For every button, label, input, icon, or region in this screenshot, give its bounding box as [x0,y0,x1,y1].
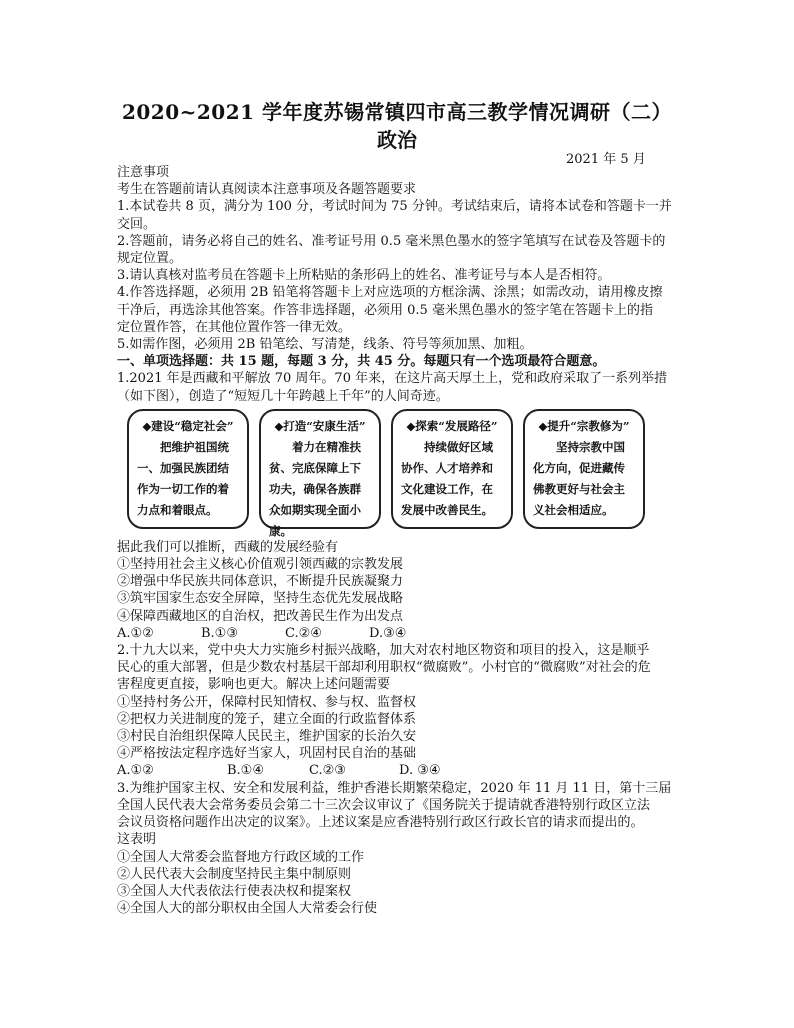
answer-option: D.③④ [369,625,407,641]
answer-options [117,762,682,779]
question-stem: 3.为维护国家主权、安全和发展利益，维护香港长期繁荣稳定，2020 年 11 月 11 日，第十三届 [117,780,672,796]
notice-line: 3.请认真核对监考员在答题卡上所粘贴的条形码上的姓名、准考证号与本人是否相符。 [117,268,611,284]
question-stem: 2.十九大以来，党中央大力实施乡村振兴战略，加大对农村地区物资和项目的投入，这是顺乎 [117,643,650,659]
subject-title: 政治 [377,128,417,152]
question-stem: 会议员资格问题作出决定的议案》。上述议案是应香港特别行政区行政长官的请求而提出的。 [117,815,644,831]
answer-option: B.①④ [227,763,264,779]
notice-line: 5.如需作图，必须用 2B 铅笔绘、写清楚，线条、符号等须加黑、加粗。 [117,337,533,353]
answer-option: B.①③ [201,625,238,641]
measure-box-heading: ◆建设“稳定社会” [142,418,234,433]
statement-item: ①坚持用社会主义核心价值观引领西藏的宗教发展 [117,557,404,573]
statement-item: ④保障西藏地区的自治权，把改善民生作为出发点 [117,608,404,624]
measure-box-text: 坚持宗教中国化方向，促进藏传佛教更好与社会主义社会相适应。 [533,439,625,517]
notice-line: 2.答题前，请务必将自己的姓名、准考证号用 0.5 毫米黑色墨水的签字笔填写在试卷及答题卡的 [117,233,666,249]
answer-option: C.②④ [285,625,322,641]
statement-item: ②把权力关进制度的笼子，建立全面的行政监督体系 [117,711,417,727]
notice-line: 1.本试卷共 8 页，满分为 100 分，考试时间为 75 分钟。考试结束后，请将本试卷和答题卡一并 [117,199,672,215]
question-stem: 1.2021 年是西藏和平解放 70 周年。70 年来，在这片高天厚土上，党和政府采取了一系列举措 [117,371,668,387]
statement-item: ③村民自治组织保障人民民主，维护国家的长治久安 [117,729,417,745]
measure-box-heading: ◆探索“发展路径” [406,418,498,433]
answer-option: A.①② [117,763,154,779]
notice-line: 定位置作答，在其他位置作答一律无效。 [117,319,352,335]
question-stem: 全国人民代表大会常务委员会第二十三次会议审议了《国务院关于提请就香港特别行政区立法 [117,797,651,813]
statement-item: ④严格按法定程序选好当家人，巩固村民自治的基础 [117,746,417,762]
question-stem: 民心的重大部署，但是少数农村基层干部却利用职权“微腐败”。小村官的“微腐败”对社会的危 [117,660,651,676]
question-stem: 害程度更直接，影响也更大。解决上述问题需要 [117,677,391,693]
measures-figure [113,409,682,537]
section-heading: 一、单项选择题：共 15 题，每题 3 分，共 45 分。每题只有一个选项最符合题意。 [117,354,606,370]
measure-box [127,409,249,529]
notice-line: 4.作答选择题，必须用 2B 铅笔将答题卡上对应选项的方框涂满、涂黑；如需改动，请用橡皮擦 [117,285,663,301]
notice-heading: 注意事项 [117,165,170,180]
statement-item: ②增强中华民族共同体意识，不断提升民族凝聚力 [117,574,404,590]
statement-item: ④全国人大的部分职权由全国人大常委会行使 [117,901,378,917]
measure-box-heading: ◆提升“宗教修为” [538,418,630,433]
exam-title: 2020~2021 学年度苏锡常镇四市高三教学情况调研（二） [121,100,673,124]
measure-box-text: 把维护祖国统一、加强民族团结作为一切工作的着力点和着眼点。 [137,439,229,517]
notice-line: 规定位置。 [117,251,183,267]
measure-box-text: 持续做好区域协作、人才培养和文化建设工作，在发展中改善民生。 [401,439,493,517]
measure-box-heading: ◆打造“安康生活” [274,418,366,433]
statement-item: ③全国人大代表依法行使表决权和提案权 [117,883,352,899]
answer-option: D. ③④ [399,763,441,779]
statement-item: ②人民代表大会制度坚持民主集中制原则 [117,866,352,882]
notice-line: 交回。 [117,216,157,232]
measure-box [259,409,381,538]
question-stem: 这表明 [117,832,157,848]
notice-intro: 考生在答题前请认真阅读本注意事项及各题答题要求 [117,182,417,198]
exam-body [117,164,682,917]
notice-line: 干净后，再选涂其他答案。作答非选择题，必须用 0.5 毫米黑色墨水的签字笔在答题卡上的指 [117,302,653,318]
answer-options [117,625,682,642]
statement-item: ①全国人大常委会监督地方行政区域的工作 [117,849,365,865]
question-lead: 据此我们可以推断，西藏的发展经验有 [117,539,339,555]
answer-option: A.①② [117,625,154,641]
answer-option: C.②③ [309,763,346,779]
question-stem: （如下图），创造了“短短几十年跨越上千年”的人间奇迹。 [117,388,449,404]
measure-box [523,409,645,529]
exam-date: 2021 年 5 月 [566,152,646,167]
statement-item: ③筑牢国家生态安全屏障，坚持生态优先发展战略 [117,591,404,607]
measure-box [391,409,513,529]
statement-item: ①坚持村务公开，保障村民知情权、参与权、监督权 [117,694,417,710]
measure-box-text: 着力在精准扶贫、完底保障上下功夫，确保各族群众如期实现全面小康。 [269,439,361,538]
